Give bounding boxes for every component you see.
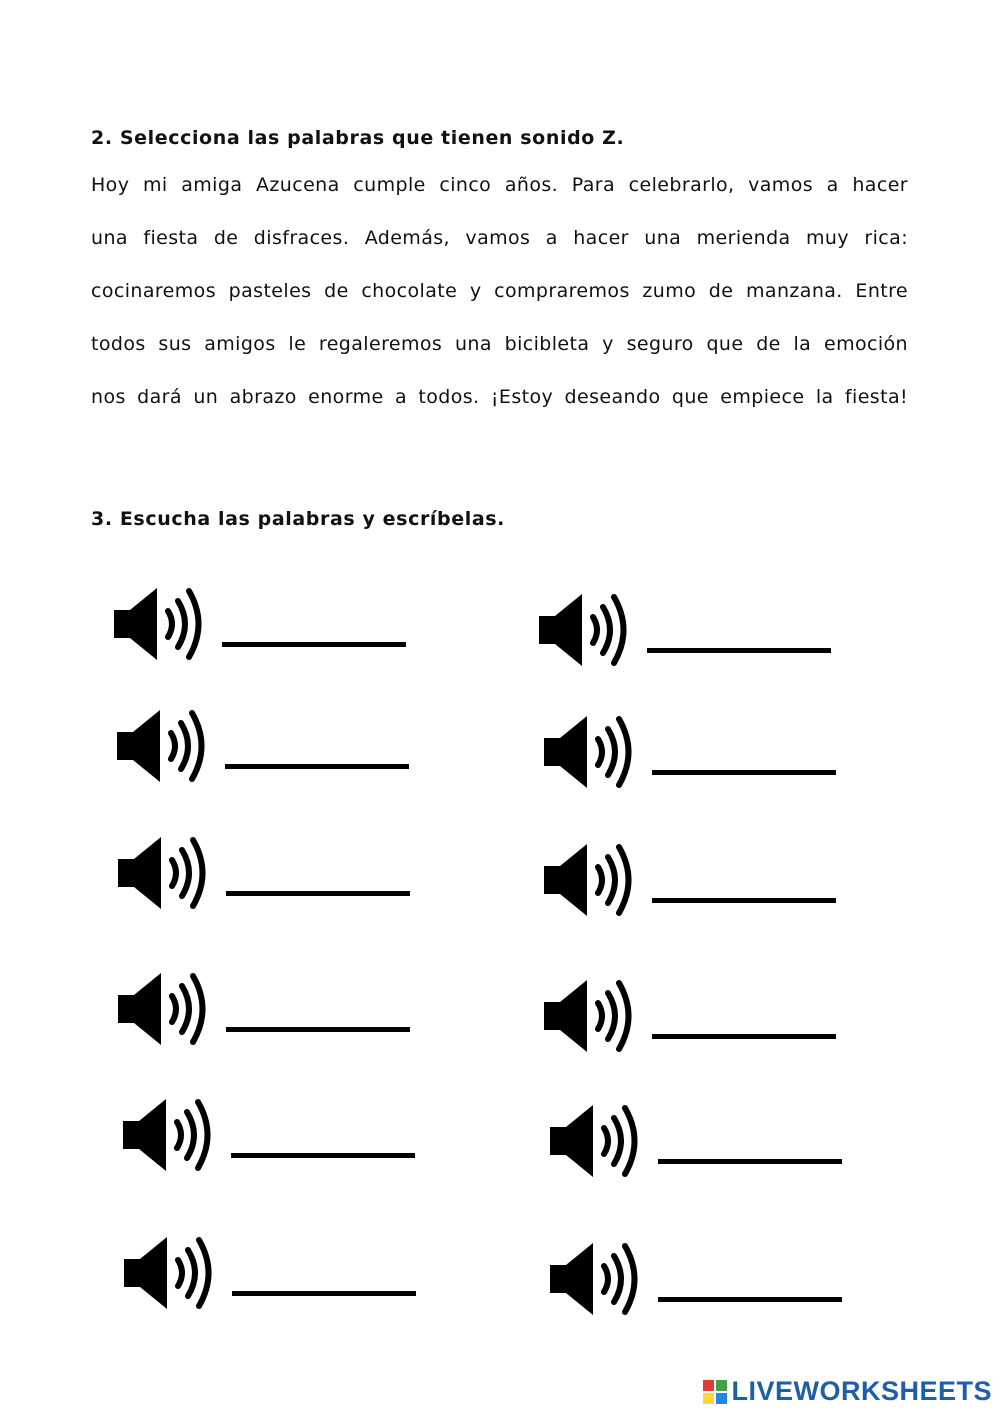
listening-item-7	[116, 971, 410, 1047]
listening-item-2	[537, 592, 831, 668]
answer-blank[interactable]	[231, 1153, 415, 1158]
liveworksheets-logo-icon	[703, 1380, 727, 1404]
listening-item-1	[112, 586, 406, 662]
answer-blank[interactable]	[658, 1159, 842, 1164]
speaker-icon[interactable]	[121, 1097, 217, 1173]
answer-blank[interactable]	[225, 764, 409, 769]
listening-item-8	[542, 978, 836, 1054]
listening-item-12	[548, 1241, 842, 1317]
speaker-icon[interactable]	[112, 586, 208, 662]
logo-square	[716, 1393, 727, 1404]
speaker-icon[interactable]	[122, 1235, 218, 1311]
answer-blank[interactable]	[658, 1297, 842, 1302]
liveworksheets-footer	[703, 1376, 992, 1407]
logo-square	[703, 1393, 714, 1404]
answer-blank[interactable]	[226, 891, 410, 896]
speaker-icon[interactable]	[537, 592, 633, 668]
answer-blank[interactable]	[647, 648, 831, 653]
speaker-icon[interactable]	[542, 842, 638, 918]
listening-item-4	[542, 714, 836, 790]
speaker-icon[interactable]	[542, 714, 638, 790]
answer-blank[interactable]	[226, 1027, 410, 1032]
answer-blank[interactable]	[232, 1291, 416, 1296]
answer-blank[interactable]	[652, 770, 836, 775]
paragraph-line[interactable]: todos sus amigos le regaleremos una bicibleta y seguro que de la emoción	[91, 333, 908, 355]
answer-blank[interactable]	[652, 1034, 836, 1039]
speaker-icon[interactable]	[115, 708, 211, 784]
listening-item-5	[116, 835, 410, 911]
speaker-icon[interactable]	[548, 1241, 644, 1317]
paragraph-line[interactable]: una fiesta de disfraces. Además, vamos a hacer una merienda muy rica:	[91, 227, 908, 249]
answer-blank[interactable]	[652, 898, 836, 903]
brand-name: LIVEWORKSHEETS	[731, 1376, 992, 1406]
exercise-2-paragraph	[91, 174, 908, 439]
speaker-icon[interactable]	[116, 971, 212, 1047]
paragraph-line[interactable]: Hoy mi amiga Azucena cumple cinco años. Para celebrarlo, vamos a hacer	[91, 174, 908, 196]
listening-item-3	[115, 708, 409, 784]
logo-square	[703, 1380, 714, 1391]
speaker-icon[interactable]	[542, 978, 638, 1054]
speaker-icon[interactable]	[548, 1103, 644, 1179]
answer-blank[interactable]	[222, 642, 406, 647]
listening-item-11	[122, 1235, 416, 1311]
exercise-2-title: 2. Selecciona las palabras que tienen sonido Z.	[91, 127, 625, 149]
paragraph-line[interactable]: nos dará un abrazo enorme a todos. ¡Estoy deseando que empiece la fiesta!	[91, 386, 908, 408]
listening-item-10	[548, 1103, 842, 1179]
listening-item-6	[542, 842, 836, 918]
logo-square	[716, 1380, 727, 1391]
paragraph-line[interactable]: cocinaremos pasteles de chocolate y compraremos zumo de manzana. Entre	[91, 280, 908, 302]
listening-item-9	[121, 1097, 415, 1173]
speaker-icon[interactable]	[116, 835, 212, 911]
exercise-3-title: 3. Escucha las palabras y escríbelas.	[91, 508, 505, 530]
